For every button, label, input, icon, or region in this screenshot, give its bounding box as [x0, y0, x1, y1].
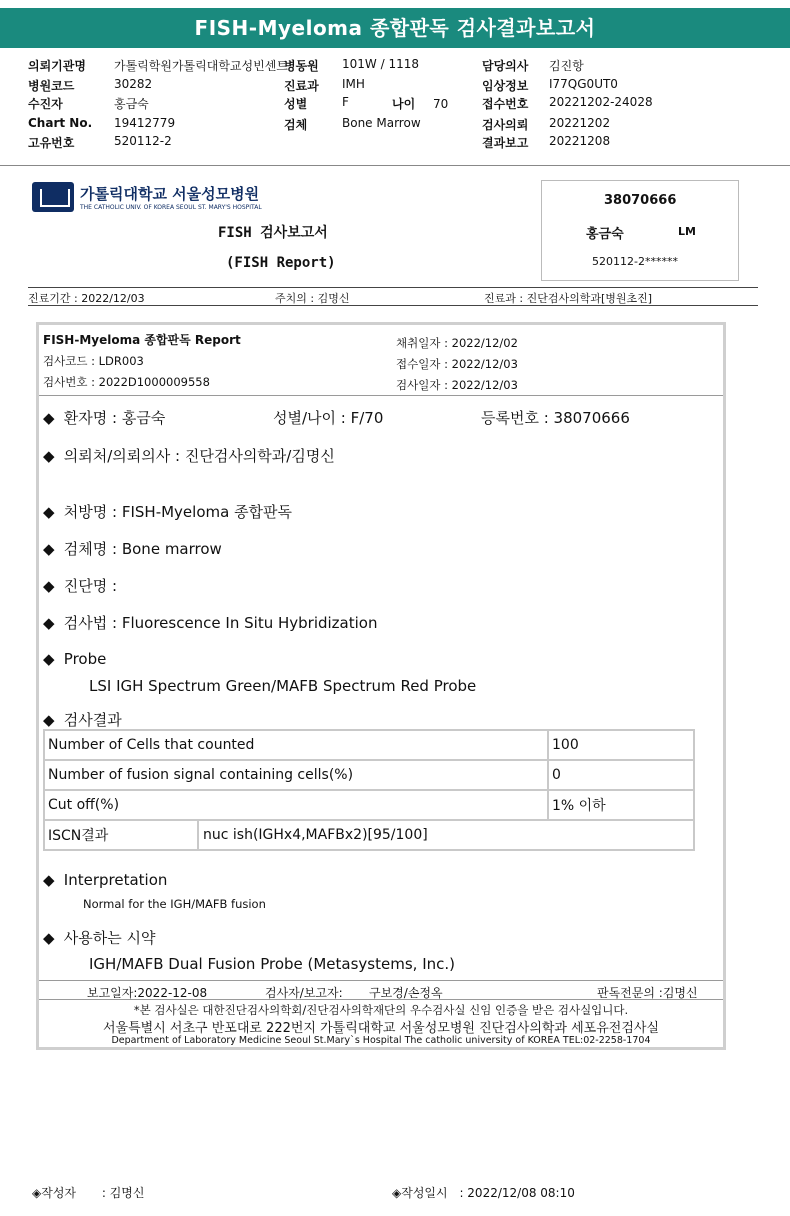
- visit-rule-bottom: [28, 305, 758, 306]
- diamond-bullet-icon: ◆: [43, 409, 55, 427]
- received-date: 접수일자 : 2022/12/03: [396, 357, 518, 371]
- diamond-bullet-icon: ◆: [43, 577, 55, 595]
- header-field: [28, 77, 153, 94]
- certification-note: *본 검사실은 대한진단검사의학회/진단검사의학재단의 우수검사실 신임 인증을 받은 검사실입니다.: [133, 1003, 629, 1017]
- header-field: [482, 116, 611, 133]
- requester-line: ◆ 의뢰처/의뢰의사 : 진단검사의학과/김명신: [43, 447, 335, 465]
- prescription-line: ◆ 처방명 : FISH-Myeloma 종합판독: [43, 503, 293, 521]
- write-date-value: : 2022/12/08 08:10: [459, 1186, 575, 1200]
- writer: [32, 1184, 144, 1201]
- table-row: [44, 820, 694, 850]
- tester-names: 구보경/손정옥: [369, 986, 443, 1000]
- write-date: [392, 1184, 575, 1201]
- reagent-label: ◆ 사용하는 시약: [43, 929, 156, 947]
- reagent-value: IGH/MAFB Dual Fusion Probe (Metasystems, Inc.): [89, 955, 455, 973]
- write-date-label: ◈작성일시: [392, 1186, 448, 1200]
- result-name-cell: Cut off(%): [44, 790, 548, 820]
- hospital-emblem-icon: [32, 182, 74, 212]
- header-field-label: 검체: [284, 118, 308, 132]
- patient-reg-no: 38070666: [604, 193, 677, 208]
- footer-rule-top: [39, 980, 723, 981]
- header-field-value: 김진항: [549, 59, 584, 73]
- result-name-cell: Number of Cells that counted: [44, 730, 548, 760]
- header-field-value: 19412779: [114, 116, 176, 130]
- writer-label: ◈작성자: [32, 1186, 77, 1200]
- age-label: 나이: [392, 97, 416, 111]
- header-field: [28, 57, 288, 74]
- probe-label: ◆ Probe: [43, 650, 107, 668]
- header-field-label: 수진자: [28, 97, 63, 111]
- header-field-label: 검사의뢰: [482, 118, 529, 132]
- header-field-value: 20221202-24028: [549, 95, 653, 109]
- test-code: 검사코드 : LDR003: [43, 354, 144, 368]
- result-table: [43, 729, 695, 851]
- tested-date: 검사일자 : 2022/12/03: [396, 378, 518, 392]
- header-field: [28, 95, 149, 112]
- header-field-value: F: [342, 95, 349, 109]
- age-value: 70: [433, 97, 449, 111]
- diamond-bullet-icon: ◆: [43, 614, 55, 632]
- table-row: [44, 760, 694, 790]
- result-label: ◆ 검사결과: [43, 711, 122, 729]
- header-field: [284, 57, 419, 74]
- header-field: [482, 77, 618, 94]
- header-field-label: 고유번호: [28, 136, 75, 150]
- visit-rule-top: [28, 287, 758, 288]
- report-name: FISH-Myeloma 종합판독 Report: [43, 333, 241, 347]
- header-field: [28, 116, 176, 130]
- header-field: [284, 116, 421, 133]
- diamond-bullet-icon: ◆: [43, 929, 55, 947]
- interpretation-label: ◆ Interpretation: [43, 871, 168, 889]
- header-field-label: 성별: [284, 97, 308, 111]
- lab-dept-en: Department of Laboratory Medicine Seoul St.Mary`s Hospital The catholic university of KOREA TEL:02-2258-1704: [111, 1035, 651, 1046]
- collected-date: 채취일자 : 2022/12/02: [396, 336, 518, 350]
- header-field-label: 의뢰기관명: [28, 59, 86, 73]
- diamond-bullet-icon: ◆: [43, 650, 55, 668]
- header-field-value: 20221208: [549, 134, 611, 148]
- iscn-value: nuc ish(IGHx4,MAFBx2)[95/100]: [203, 827, 428, 843]
- method-line: ◆ 검사법 : Fluorescence In Situ Hybridization: [43, 614, 378, 632]
- header-field-label: 담당의사: [482, 59, 529, 73]
- patient-id: 520112-2******: [592, 255, 678, 268]
- reg-no-line: 등록번호 : 38070666: [481, 409, 630, 427]
- header-field-label: 진료과: [284, 79, 319, 93]
- iscn-label: ISCN결과: [45, 821, 199, 849]
- doc-title-en: (FISH Report): [226, 255, 336, 271]
- result-value-cell: 1% 이하: [548, 790, 694, 820]
- header-field-value: 101W / 1118: [342, 57, 419, 71]
- tester-label: 검사자/보고자:: [265, 986, 343, 1000]
- diamond-bullet-icon: ◆: [43, 871, 55, 889]
- diamond-bullet-icon: ◆: [43, 540, 55, 558]
- table-row: [44, 790, 694, 820]
- header-field-value: 홍금숙: [114, 97, 149, 111]
- specimen-line: ◆ 검체명 : Bone marrow: [43, 540, 222, 558]
- header-field: [284, 95, 349, 112]
- header-field-label: 병원코드: [28, 79, 75, 93]
- diamond-bullet-icon: ◆: [43, 503, 55, 521]
- hospital-name-kr: 가톨릭대학교 서울성모병원: [80, 185, 260, 203]
- lab-address: 서울특별시 서초구 반포대로 222번지 가톨릭대학교 서울성모병원 진단검사의학과 세포유전검사실: [102, 1021, 660, 1036]
- report-frame: [36, 322, 726, 1050]
- header-field: [482, 57, 584, 74]
- result-value-cell: 100: [548, 730, 694, 760]
- hospital-name-en: THE CATHOLIC UNIV. OF KOREA SEOUL ST. MARY'S HOSPITAL: [80, 204, 262, 211]
- result-value-cell: 0: [548, 760, 694, 790]
- patient-code: LM: [678, 225, 696, 238]
- writer-value: : 김명신: [101, 1186, 145, 1200]
- visit-dept: 진료과 : 진단검사의학과[병원초진]: [484, 292, 653, 305]
- header-field: [482, 134, 611, 151]
- hospital-logo: [32, 182, 262, 212]
- probe-value: LSI IGH Spectrum Green/MAFB Spectrum Red Probe: [89, 677, 477, 695]
- sex-age-line: 성별/나이 : F/70: [273, 409, 384, 427]
- patient-box: [541, 180, 739, 281]
- header-field-value: IMH: [342, 77, 365, 91]
- header-field: [28, 134, 172, 151]
- report-header-rule: [39, 395, 723, 396]
- header-field-label: 결과보고: [482, 136, 529, 150]
- header-field-value: 20221202: [549, 116, 611, 130]
- header-field-label: 병동원: [284, 59, 319, 73]
- doc-title-kr: FISH 검사보고서: [218, 225, 328, 241]
- header-field: [482, 95, 653, 112]
- header-field-value: 가톨릭학원가톨릭대학교성빈센트: [114, 59, 288, 73]
- specialist: 판독전문의 :김명신: [597, 986, 698, 1000]
- interpretation-value: Normal for the IGH/MAFB fusion: [83, 897, 266, 911]
- header-field-label: 접수번호: [482, 97, 529, 111]
- header-divider: [0, 165, 790, 166]
- patient-name-line: ◆ 환자명 : 홍금숙: [43, 409, 166, 427]
- result-name-cell: Number of fusion signal containing cells(%): [44, 760, 548, 790]
- report-title: FISH-Myeloma 종합판독 검사결과보고서: [0, 8, 790, 48]
- diamond-bullet-icon: ◆: [43, 447, 55, 465]
- header-field-value: 520112-2: [114, 134, 172, 148]
- report-date: 보고일자:2022-12-08: [87, 986, 208, 1000]
- footer-rule-bottom: [39, 999, 723, 1000]
- header-field-value: Bone Marrow: [342, 116, 421, 130]
- header-field-value: I77QG0UT0: [549, 77, 618, 91]
- age-field: [392, 95, 448, 112]
- header-field-label: 임상정보: [482, 79, 529, 93]
- diamond-bullet-icon: ◆: [43, 711, 55, 729]
- iscn-cell: [44, 820, 694, 850]
- diagnosis-line: ◆ 진단명 :: [43, 577, 118, 595]
- patient-name: 홍금숙: [586, 227, 624, 242]
- visit-period: 진료기간 : 2022/12/03: [28, 292, 145, 305]
- header-field-value: 30282: [114, 77, 153, 91]
- test-number: 검사번호 : 2022D1000009558: [43, 375, 210, 389]
- header-field-label: Chart No.: [28, 116, 93, 130]
- table-row: [44, 730, 694, 760]
- header-field: [284, 77, 365, 94]
- visit-doctor: 주치의 : 김명신: [275, 292, 350, 305]
